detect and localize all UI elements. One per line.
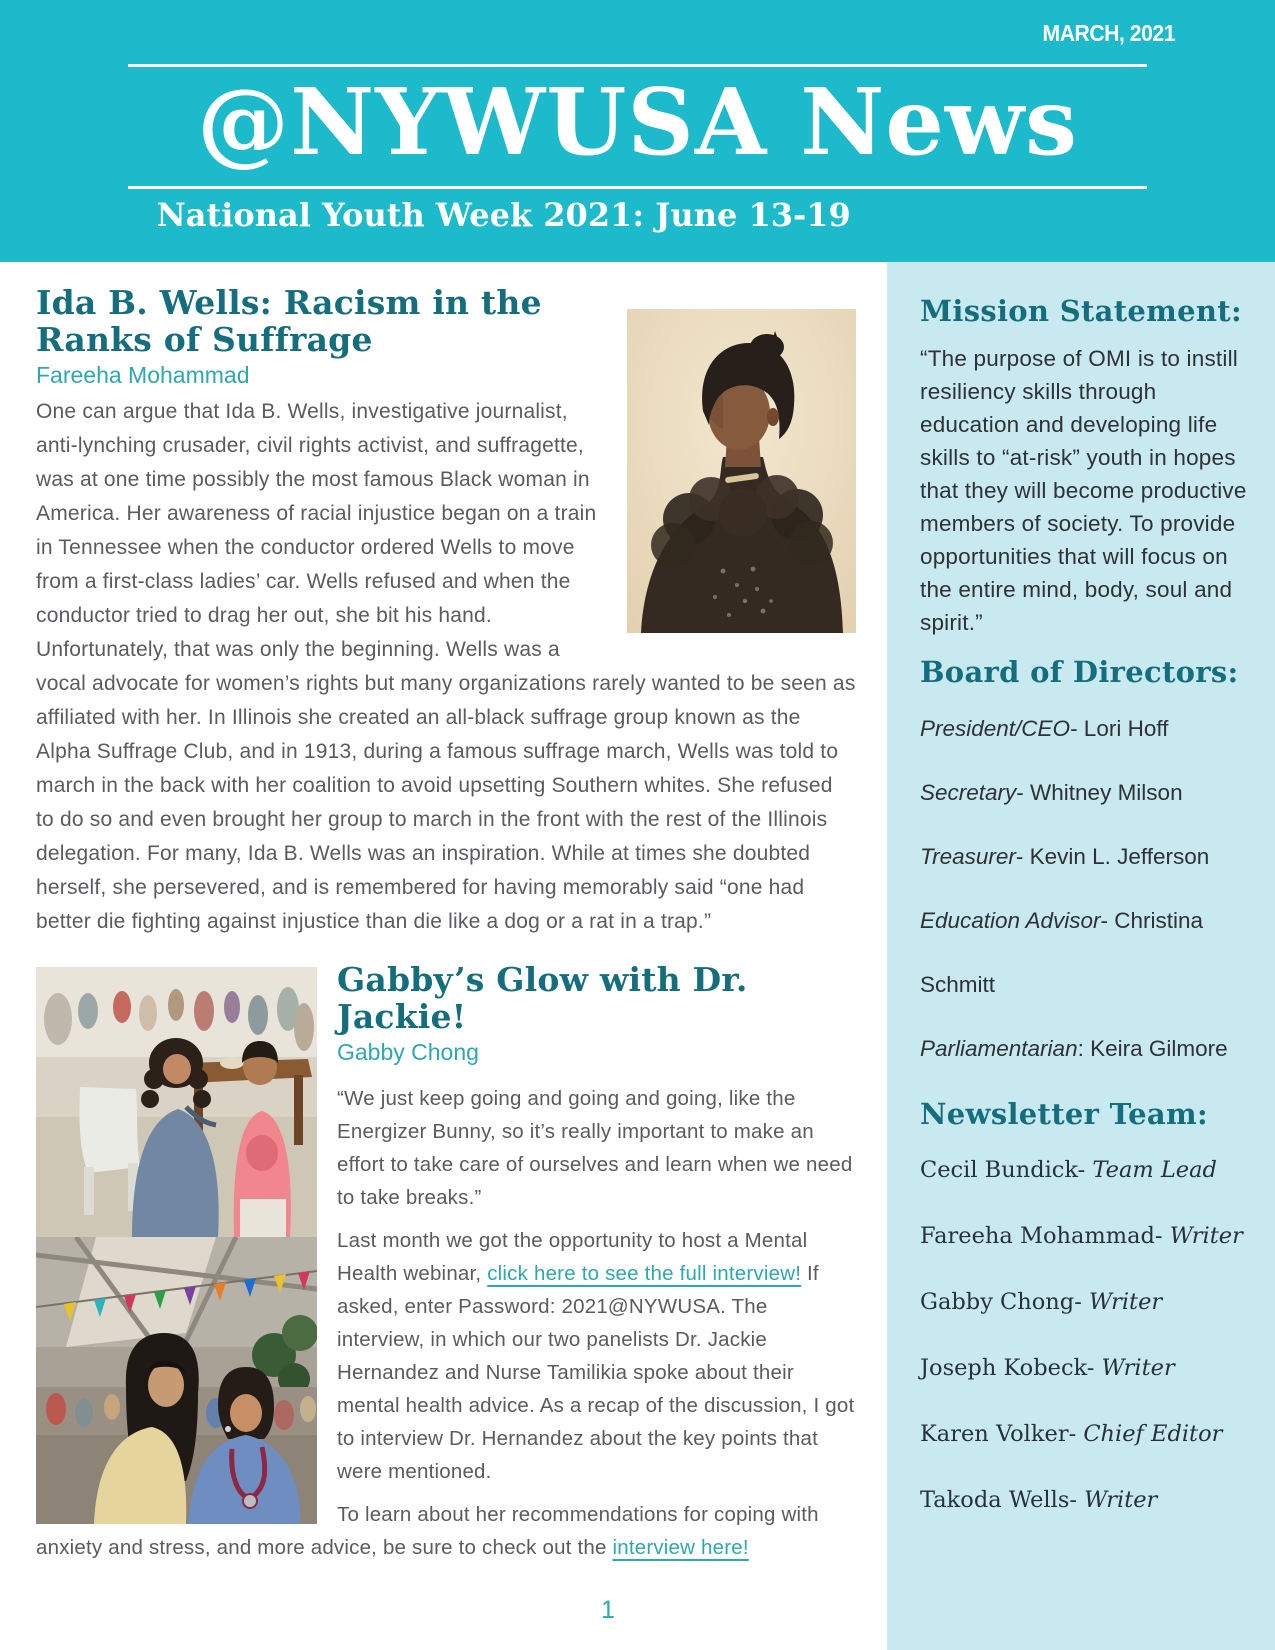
- ida-b-wells-portrait-photo: [627, 309, 856, 633]
- webinar-text-after: If asked, enter Password: 2021@NYWUSA. The interview, in which our two panelists Dr. Jackie Hernandez and Nurse Tamilikia spoke about their mental health advice. As a recap of the discussion, I got to interview Dr. Hernandez about the key points that were mentioned.: [337, 1262, 855, 1483]
- article-byline: Fareeha Mohammad: [36, 362, 250, 388]
- board-of-directors-heading: Board of Directors:: [920, 655, 1239, 689]
- interview-here-link[interactable]: interview here!: [612, 1536, 749, 1559]
- board-member: Education Advisor- Christina Schmitt: [920, 908, 1204, 997]
- full-interview-link[interactable]: click here to see the full interview!: [487, 1262, 802, 1285]
- team-member: Joseph Kobeck- Writer: [920, 1355, 1175, 1381]
- team-member: Karen Volker- Chief Editor: [920, 1421, 1223, 1447]
- main-column: [36, 270, 856, 1564]
- portrait-photo-graphic: [627, 309, 856, 633]
- webinar-team-photo: [36, 1237, 317, 1524]
- team-member: Cecil Bundick- Team Lead: [920, 1157, 1217, 1183]
- community-hall-photo: [36, 967, 317, 1237]
- newsletter-title: @NYWUSA News: [197, 68, 1078, 176]
- newsletter-team-heading: Newsletter Team:: [920, 1097, 1209, 1131]
- article-photo-stack: [36, 967, 317, 1524]
- team-member: Gabby Chong- Writer: [920, 1289, 1163, 1315]
- pull-quote: “We just keep going and going and going, like the Energizer Bunny, so it’s really important to make an effort to take care of ourselves and learn when we need to take breaks.”: [337, 1087, 853, 1209]
- mission-statement-text: “The purpose of OMI is to instill resiliency skills through education and developing life skills to “at-risk” youth in hopes that they will become productive members of society. To provide opportunities that will focus on the entire mind, body, soul and spirit.”: [920, 346, 1247, 635]
- sidebar: [887, 262, 1275, 1650]
- article-byline: Gabby Chong: [337, 1039, 479, 1065]
- board-member: Treasurer- Kevin L. Jefferson: [920, 844, 1210, 869]
- board-member: President/CEO- Lori Hoff: [920, 716, 1169, 741]
- team-member: Fareeha Mohammad- Writer: [920, 1223, 1243, 1249]
- masthead: [0, 0, 1275, 262]
- article-title: Gabby’s Glow with Dr. Jackie!: [337, 960, 748, 1036]
- article-ida-b-wells: [36, 284, 856, 939]
- masthead-divider-top: [128, 64, 1147, 67]
- article-gabbys-glow: [36, 961, 856, 1564]
- team-member: Takoda Wells- Writer: [920, 1487, 1158, 1513]
- mission-statement-heading: Mission Statement:: [920, 294, 1243, 328]
- board-member: Parliamentarian: Keira Gilmore: [920, 1036, 1228, 1061]
- board-member: Secretary- Whitney Milson: [920, 780, 1183, 805]
- issue-date: MARCH, 2021: [1042, 20, 1175, 46]
- masthead-divider-bottom: [128, 186, 1147, 189]
- page-number: 1: [601, 1596, 615, 1624]
- article-body: One can argue that Ida B. Wells, investigative journalist, anti-lynching crusader, civil rights activist, and suffragette, was at one time possibly the most famous Black woman in America. Her awareness of racial injustice began on a train in Tennessee when the conductor ordered Wells to move from a first-class ladies’ car. Wells refused and when the conductor tried to drag her out, she bit his hand. Unfortunately, that was only the beginning. Wells was a vocal advocate for women’s rights but many organizations rarely wanted to be seen as affiliated with her. In Illinois she created an all-black suffrage group known as the Alpha Suffrage Club, and in 1913, during a famous suffrage march, Wells was told to march in the back with her coalition to avoid upsetting Southern whites. She refused to do so and even brought her group to march in the front with the rest of the Illinois delegation. For many, Ida B. Wells was an inspiration. While at times she doubted herself, she persevered, and is remembered for having memorably said “one had better die fighting against injustice than die like a dog or a rat in a trap.”: [36, 400, 856, 933]
- board-of-directors-list: [920, 697, 1249, 1081]
- newsletter-team-list: [920, 1137, 1249, 1533]
- closing-text-before: To learn about her recommendations for coping with anxiety and stress, and more advice, be sure to check out the: [36, 1503, 819, 1559]
- article-title: Ida B. Wells: Racism in the Ranks of Suffrage: [36, 283, 542, 359]
- webinar-text-before: Last month we got the opportunity to host a Mental Health webinar,: [337, 1229, 808, 1285]
- newsletter-subtitle: National Youth Week 2021: June 13-19: [156, 196, 851, 234]
